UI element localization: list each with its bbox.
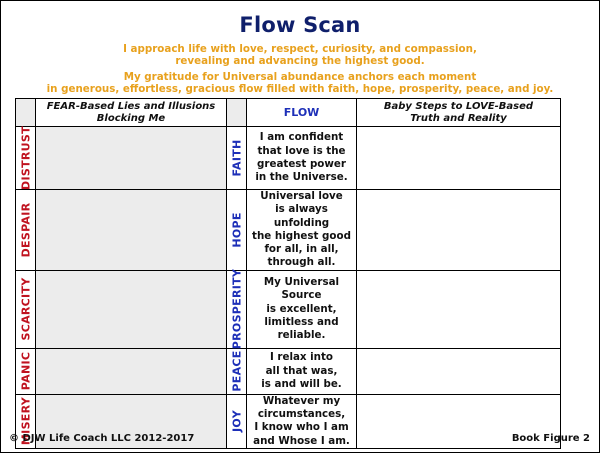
page-title: Flow Scan: [239, 13, 361, 37]
fear-label: MISERY: [19, 397, 32, 446]
flow-affirmation: I relax into all that was, is and will be.: [247, 348, 357, 394]
flow-affirmation: Whatever my circumstances, I know who I am and Whose I am.: [247, 394, 357, 448]
fear-label: DESPAIR: [19, 202, 32, 258]
flow-label-cell: [227, 190, 247, 271]
fear-entry-cell[interactable]: [36, 127, 227, 190]
table-row: [16, 127, 561, 190]
intro-statement-1: [0, 43, 600, 67]
figure-label: Book Figure 2: [511, 433, 590, 444]
flow-label: PEACE: [230, 350, 243, 392]
intro-line-1: I approach life with love, respect, curiosity, and compassion,: [123, 43, 477, 55]
fear-label-cell: [16, 190, 36, 271]
baby-steps-cell[interactable]: [357, 190, 561, 271]
flow-affirmation: Universal love is always unfolding the highest good for all, in all, through all.: [247, 190, 357, 271]
flow-label-cell: [227, 270, 247, 348]
header-love-line-2: Truth and Reality: [410, 113, 507, 124]
fear-entry-cell[interactable]: [36, 348, 227, 394]
fear-entry-cell[interactable]: [36, 270, 227, 348]
flow-label-cell: [227, 394, 247, 448]
header-love-line-1: Baby Steps to LOVE-Based: [383, 101, 534, 112]
flow-label-cell: [227, 127, 247, 190]
fear-label-cell: [16, 270, 36, 348]
fear-entry-cell[interactable]: [36, 190, 227, 271]
table-row: [16, 270, 561, 348]
table-row: [16, 190, 561, 271]
header-fear: [36, 99, 227, 127]
header-blank-cell-2: [227, 99, 247, 127]
fear-label: PANIC: [19, 352, 32, 391]
baby-steps-cell[interactable]: [357, 270, 561, 348]
fear-label: SCARCITY: [19, 277, 32, 341]
flow-scan-table: [15, 98, 561, 449]
fear-label-cell: [16, 348, 36, 394]
header-love: [357, 99, 561, 127]
header-fear-line-2: Blocking Me: [96, 113, 166, 124]
fear-label-cell: [16, 127, 36, 190]
table-header-row: [16, 99, 561, 127]
table-row: [16, 348, 561, 394]
flow-label: JOY: [230, 410, 243, 433]
baby-steps-cell[interactable]: [357, 127, 561, 190]
header-fear-line-1: FEAR-Based Lies and Illusions: [46, 101, 216, 112]
fear-label: DISTRUST: [19, 126, 32, 190]
flow-label: HOPE: [230, 212, 243, 248]
flow-affirmation: My Universal Source is excellent, limitless and reliable.: [247, 270, 357, 348]
intro-line-4: in generous, effortless, gracious flow filled with faith, hope, prosperity, peace, and joy.: [46, 83, 554, 95]
flow-label-cell: [227, 348, 247, 394]
baby-steps-cell[interactable]: [357, 348, 561, 394]
intro-line-2: revealing and advancing the highest good.: [175, 55, 425, 67]
flow-label: PROSPERITY: [230, 269, 243, 350]
intro-statement-2: [0, 71, 600, 95]
header-flow: FLOW: [247, 99, 357, 127]
copyright-notice: © DJW Life Coach LLC 2012-2017: [9, 433, 195, 444]
flow-affirmation: I am confident that love is the greatest power in the Universe.: [247, 127, 357, 190]
flow-label: FAITH: [230, 139, 243, 177]
intro-line-3: My gratitude for Universal abundance anchors each moment: [123, 71, 477, 83]
header-blank-cell: [16, 99, 36, 127]
